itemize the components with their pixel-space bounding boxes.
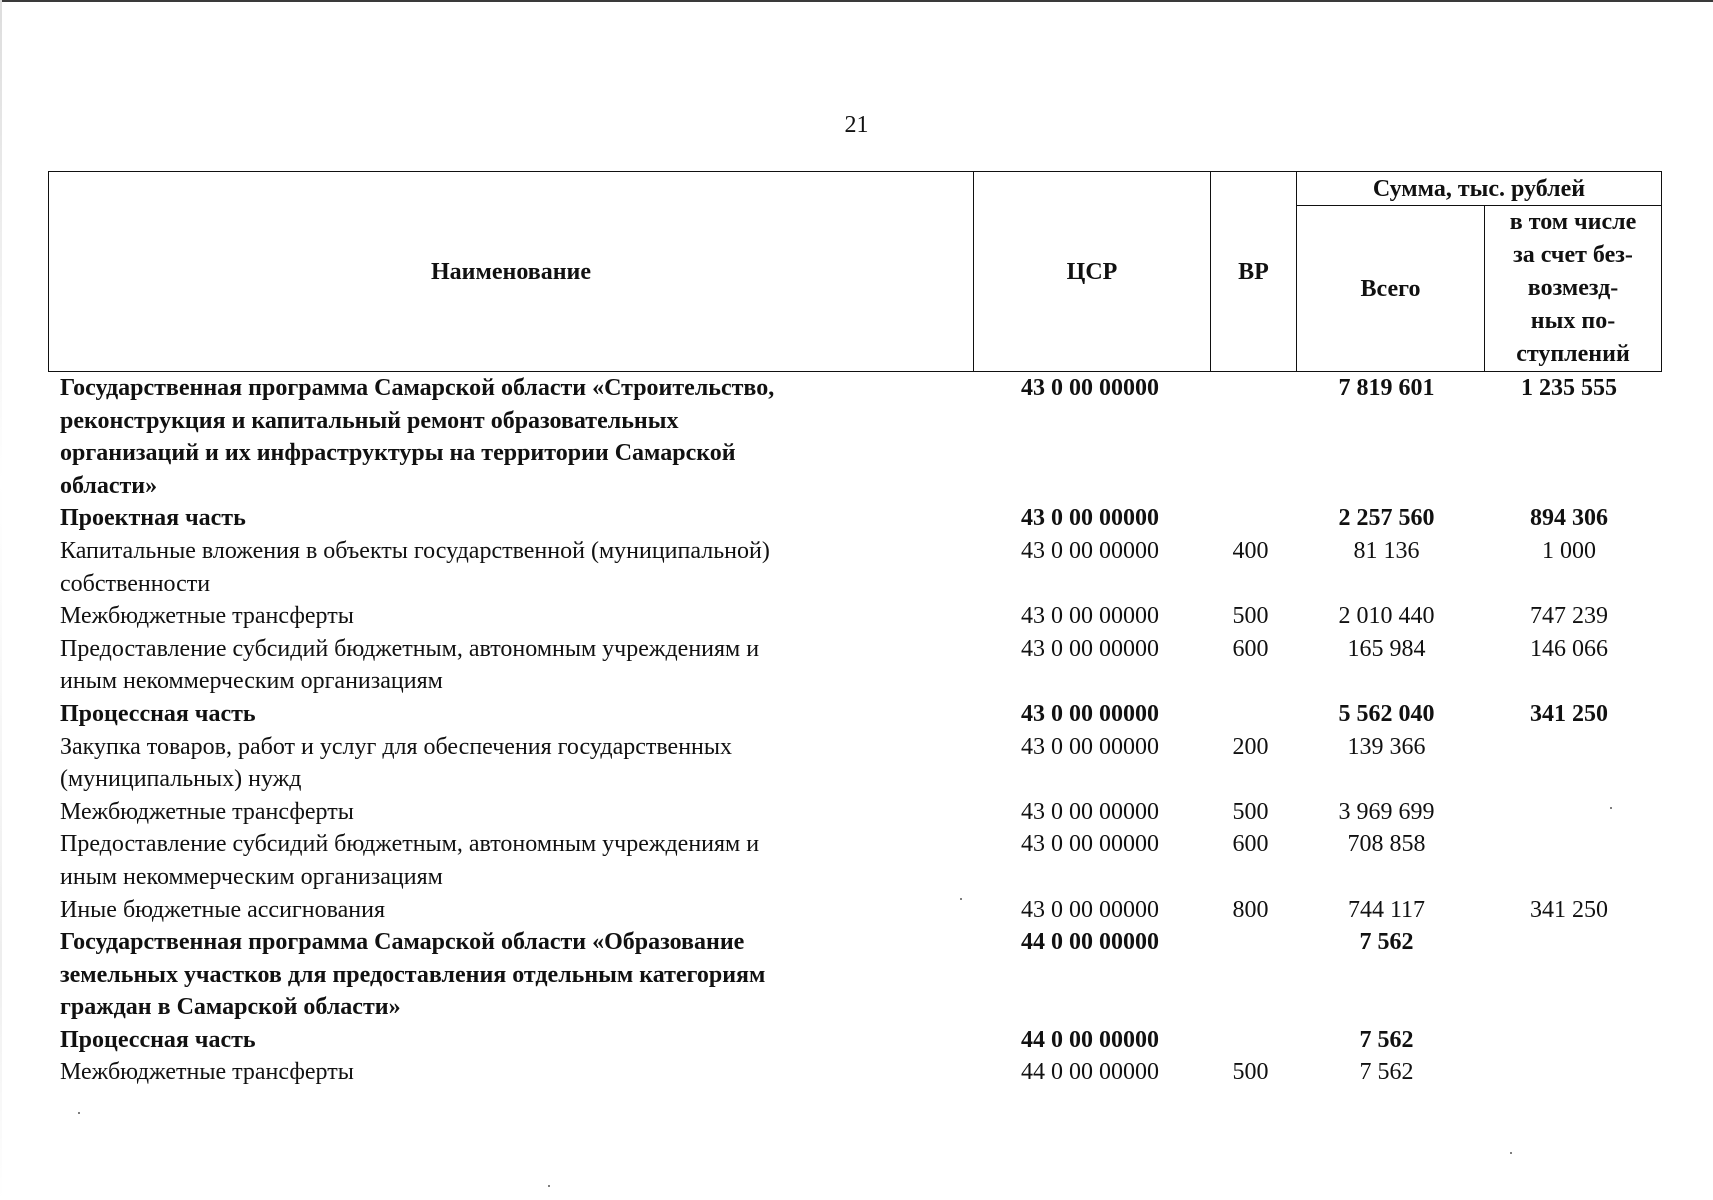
row-csr: 43 0 00 00000	[1021, 603, 1159, 630]
row-csr: 43 0 00 00000	[1021, 896, 1159, 923]
row-name-line: собственности	[60, 570, 211, 597]
row-name-line: Процессная часть	[60, 1026, 256, 1053]
row-including	[1480, 796, 1658, 829]
row-csr: 43 0 00 00000	[1021, 505, 1159, 532]
row-total: 2 257 560	[1338, 505, 1435, 532]
row-name	[48, 1056, 924, 1089]
row-including	[1480, 731, 1658, 796]
row-including	[1480, 926, 1658, 1024]
row-csr: 43 0 00 00000	[1021, 798, 1159, 825]
scan-speck	[78, 1112, 80, 1114]
row-vr: 500	[1232, 1059, 1269, 1086]
table-row	[48, 698, 1660, 731]
page-number: 21	[844, 112, 869, 138]
row-csr: 44 0 00 00000	[1021, 1026, 1159, 1053]
row-name-line: реконструкция и капитальный ремонт образовательных	[60, 407, 679, 434]
row-name	[48, 731, 924, 796]
row-total: 7 562	[1359, 1026, 1414, 1053]
row-name	[48, 698, 924, 731]
row-including: 747 239	[1530, 603, 1608, 630]
row-csr: 43 0 00 00000	[1021, 700, 1159, 727]
row-including: 894 306	[1530, 505, 1608, 532]
row-name	[48, 535, 924, 600]
header-name: Наименование	[49, 172, 974, 372]
table-row	[48, 796, 1660, 829]
row-vr	[1208, 372, 1293, 502]
header-csr: ЦСР	[974, 172, 1211, 372]
row-including	[1480, 828, 1658, 893]
row-name-line: Проектная часть	[60, 505, 246, 532]
row-vr: 500	[1232, 798, 1269, 825]
row-total: 5 562 040	[1338, 700, 1435, 727]
row-name	[48, 926, 924, 1024]
row-vr: 200	[1232, 733, 1269, 760]
row-csr: 43 0 00 00000	[1021, 375, 1159, 401]
row-name	[48, 502, 924, 535]
table-row	[48, 894, 1660, 927]
table-row	[48, 600, 1660, 633]
row-csr: 43 0 00 00000	[1021, 537, 1159, 564]
row-name-line: Государственная программа Самарской области «Образование	[60, 929, 745, 956]
row-csr: 44 0 00 00000	[1021, 929, 1159, 956]
row-vr: 400	[1232, 537, 1269, 564]
row-total: 7 562	[1359, 1059, 1414, 1086]
scan-speck	[1510, 1152, 1512, 1154]
row-name	[48, 828, 924, 893]
row-vr	[1208, 1024, 1293, 1057]
row-name	[48, 600, 924, 633]
row-total: 744 117	[1347, 896, 1426, 923]
table-row	[48, 502, 1660, 535]
row-name-line: Предоставление субсидий бюджетным, автономным учреждениям и	[60, 831, 760, 858]
table-row	[48, 926, 1660, 1024]
header-including-line: ных по-	[1530, 308, 1616, 334]
row-csr: 43 0 00 00000	[1021, 635, 1159, 662]
row-total: 2 010 440	[1338, 603, 1435, 630]
row-vr: 800	[1232, 896, 1269, 923]
row-vr: 500	[1232, 603, 1269, 630]
row-name-line: Закупка товаров, работ и услуг для обеспечения государственных	[60, 733, 733, 760]
scan-left-border	[0, 0, 2, 1200]
header-including-line: ступлений	[1516, 341, 1630, 367]
row-name	[48, 894, 924, 927]
row-name-line: Капитальные вложения в объекты государственной (муниципальной)	[60, 537, 770, 564]
row-name	[48, 796, 924, 829]
row-total: 165 984	[1347, 635, 1426, 662]
table-body	[48, 372, 1660, 1089]
row-vr: 600	[1232, 635, 1269, 662]
header-including	[1485, 206, 1662, 372]
row-name-line: иным некоммерческим организациям	[60, 668, 443, 695]
row-total: 139 366	[1347, 733, 1426, 760]
row-vr	[1208, 926, 1293, 1024]
row-vr: 600	[1232, 831, 1269, 858]
header-including-line: за счет без-	[1513, 242, 1633, 268]
row-name-line: Межбюджетные трансферты	[60, 798, 354, 825]
row-csr: 44 0 00 00000	[1021, 1059, 1159, 1086]
table-row	[48, 372, 1660, 502]
header-including-line: возмезд-	[1527, 275, 1619, 301]
row-including: 146 066	[1530, 635, 1608, 662]
row-name-line: граждан в Самарской области»	[60, 994, 401, 1021]
table-row	[48, 828, 1660, 893]
row-name-line: Процессная часть	[60, 700, 256, 727]
row-including: 1 235 555	[1521, 375, 1617, 401]
row-name-line: Межбюджетные трансферты	[60, 603, 354, 630]
row-including	[1480, 1056, 1658, 1089]
header-total: Всего	[1297, 206, 1485, 372]
row-name-line: Предоставление субсидий бюджетным, автономным учреждениям и	[60, 635, 760, 662]
scan-speck	[548, 1185, 550, 1187]
scan-top-border	[0, 0, 1713, 2]
table-row	[48, 1056, 1660, 1089]
row-including: 341 250	[1530, 896, 1608, 923]
table-row	[48, 731, 1660, 796]
row-name-line: (муниципальных) нужд	[60, 766, 302, 793]
header-vr: ВР	[1211, 172, 1297, 372]
row-name-line: земельных участков для предоставления отдельным категориям	[60, 961, 766, 988]
row-name-line: Государственная программа Самарской области «Строительство,	[60, 375, 775, 401]
row-name	[48, 633, 924, 698]
row-name-line: организаций и их инфраструктуры на территории Самарской	[60, 440, 736, 467]
row-including: 341 250	[1530, 700, 1608, 727]
row-including	[1480, 1024, 1658, 1057]
header-including-line: в том числе	[1509, 209, 1637, 235]
table-row	[48, 535, 1660, 600]
row-csr: 43 0 00 00000	[1021, 733, 1159, 760]
row-total: 3 969 699	[1338, 798, 1435, 825]
row-name-line: Иные бюджетные ассигнования	[60, 896, 385, 923]
row-total: 708 858	[1347, 831, 1426, 858]
scan-speck	[1610, 807, 1612, 809]
row-name-line: иным некоммерческим организациям	[60, 863, 443, 890]
row-vr	[1208, 502, 1293, 535]
row-total: 7 562	[1359, 929, 1414, 956]
row-name-line: области»	[60, 472, 158, 499]
row-vr	[1208, 698, 1293, 731]
table-header	[48, 171, 1662, 372]
table-row	[48, 1024, 1660, 1057]
row-total: 81 136	[1353, 537, 1420, 564]
row-csr: 43 0 00 00000	[1021, 831, 1159, 858]
table-row	[48, 633, 1660, 698]
row-name	[48, 1024, 924, 1057]
row-name	[48, 372, 924, 502]
row-total: 7 819 601	[1338, 375, 1435, 401]
row-name-line: Межбюджетные трансферты	[60, 1059, 354, 1086]
header-sum: Сумма, тыс. рублей	[1297, 172, 1662, 206]
scan-speck	[960, 898, 962, 900]
row-including: 1 000	[1542, 537, 1596, 564]
